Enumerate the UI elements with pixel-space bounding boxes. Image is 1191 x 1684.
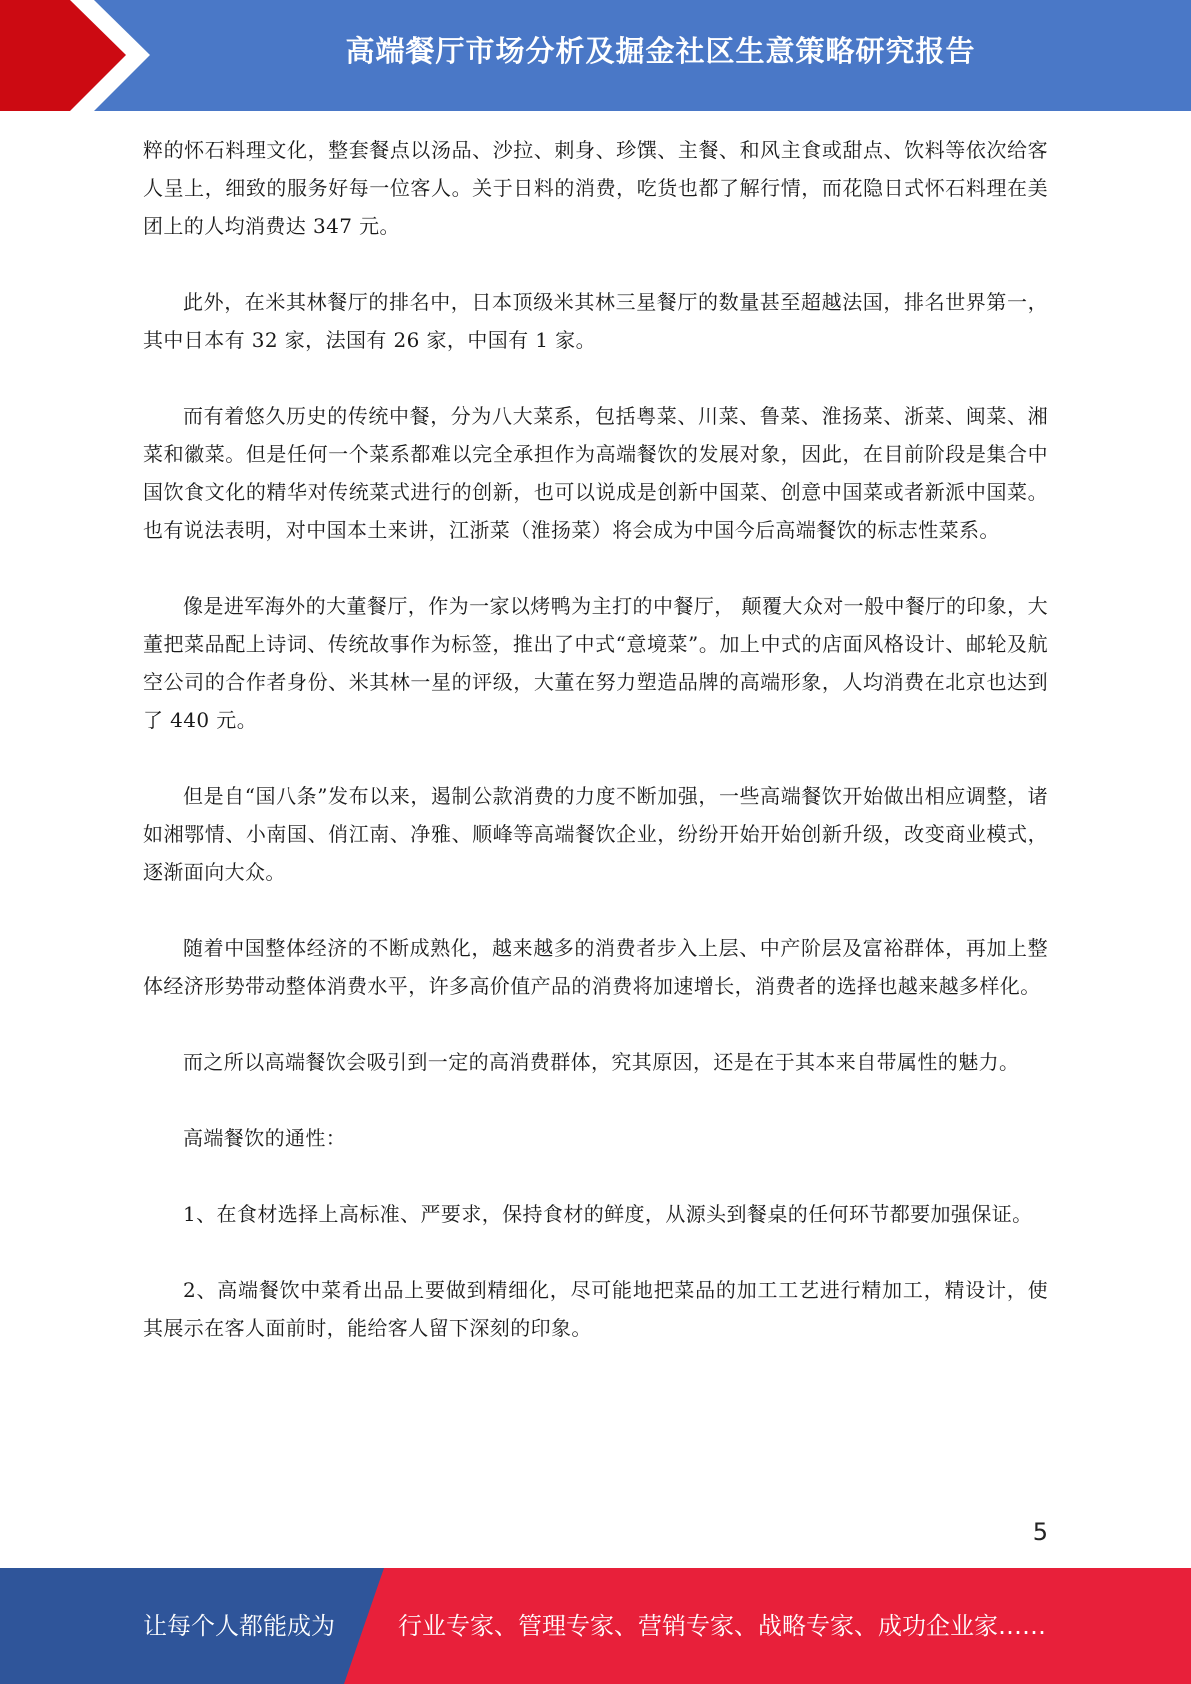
page-header [0,0,1191,111]
body-paragraph: 像是进军海外的大董餐厅，作为一家以烤鸭为主打的中餐厅， 颠覆大众对一般中餐厅的印象，大董把菜品配上诗词、传统故事作为标签，推出了中式“意境菜”。加上中式的店面风格设计、邮轮及航空公司的合作者身份、米其林一星的评级，大董在努力塑造品牌的高端形象，人均消费在北京也达到了 440 元。 [143,594,1048,732]
body-paragraph: 粹的怀石料理文化，整套餐点以汤品、沙拉、刺身、珍馔、主餐、和风主食或甜点、饮料等依次给客人呈上，细致的服务好每一位客人。关于日料的消费，吃货也都了解行情，而花隐日式怀石料理在美团上的人均消费达 347 元。 [143,138,1048,238]
body-paragraph: 而之所以高端餐饮会吸引到一定的高消费群体，究其原因，还是在于其本来自带属性的魅力。 [183,1050,1020,1074]
document-body [143,131,1048,1385]
body-paragraph: 随着中国整体经济的不断成熟化，越来越多的消费者步入上层、中产阶层及富裕群体，再加上整体经济形势带动整体消费水平，许多高价值产品的消费将加速增长，消费者的选择也越来越多样化。 [143,936,1048,998]
page-footer [0,1568,1191,1684]
body-paragraph: 但是自“国八条”发布以来，遏制公款消费的力度不断加强，一些高端餐饮开始做出相应调整，诸如湘鄂情、小南国、俏江南、净雅、顺峰等高端餐饮企业，纷纷开始开始创新升级，改变商业模式，逐渐面向大众。 [143,784,1048,884]
footer-slogan-right: 行业专家、管理专家、营销专家、战略专家、成功企业家…… [398,1612,1046,1640]
body-paragraph: 高端餐饮的通性： [183,1126,347,1150]
body-paragraph: 2、高端餐饮中菜肴出品上要做到精细化，尽可能地把菜品的加工工艺进行精加工，精设计，使其展示在客人面前时，能给客人留下深刻的印象。 [143,1278,1048,1340]
page-number: 5 [1032,1518,1048,1546]
document-title: 高端餐厅市场分析及掘金社区生意策略研究报告 [345,34,976,68]
footer-slogan-left: 让每个人都能成为 [143,1612,335,1640]
body-paragraph: 此外，在米其林餐厅的排名中，日本顶级米其林三星餐厅的数量甚至超越法国，排名世界第一，其中日本有 32 家，法国有 26 家，中国有 1 家。 [143,290,1048,352]
body-paragraph: 1、在食材选择上高标准、严要求，保持食材的鲜度，从源头到餐桌的任何环节都要加强保证。 [183,1202,1033,1226]
body-paragraph: 而有着悠久历史的传统中餐，分为八大菜系，包括粤菜、川菜、鲁菜、淮扬菜、浙菜、闽菜、湘菜和徽菜。但是任何一个菜系都难以完全承担作为高端餐饮的发展对象，因此，在目前阶段是集合中国饮食文化的精华对传统菜式进行的创新，也可以说成是创新中国菜、创意中国菜或者新派中国菜。也有说法表明，对中国本土来讲，江浙菜（淮扬菜）将会成为中国今后高端餐饮的标志性菜系。 [143,404,1048,542]
